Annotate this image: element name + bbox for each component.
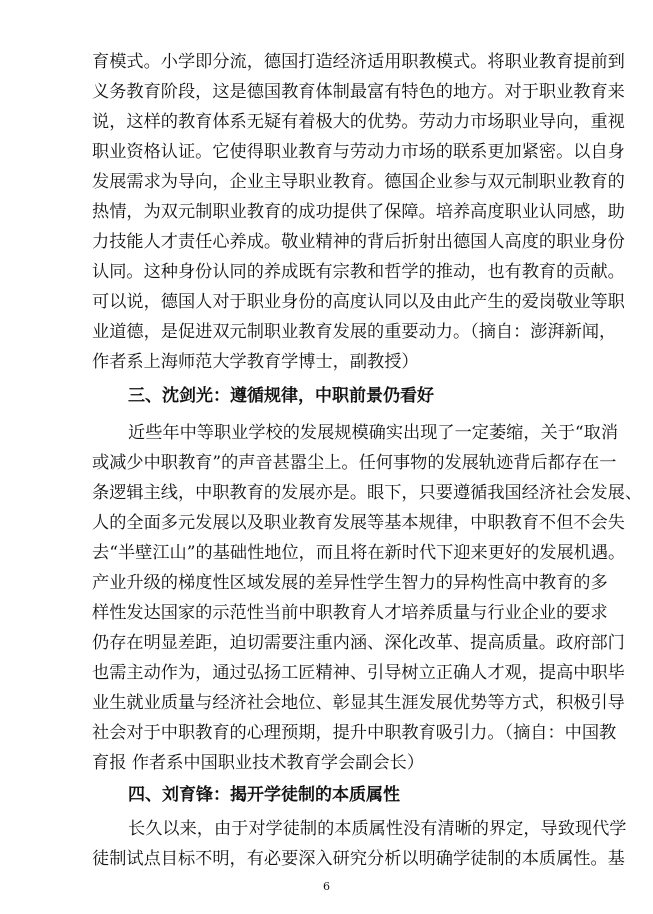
body-text-line: 徒制试点目标不明，有必要深入研究分析以明确学徒制的本质属性。基 <box>92 849 625 869</box>
body-text-line: 育报 作者系中国职业技术教育学会副会长） <box>92 753 425 773</box>
body-text-line: 可以说，德国人对于职业身份的高度认同以及由此产生的爱岗敬业等职 <box>92 292 625 312</box>
body-text-line: 职业资格认证。它使得职业教育与劳动力市场的联系更加紧密。以自身 <box>92 142 625 162</box>
body-text-line: 人的全面多元发展以及职业教育发展等基本规律，中职教育不但不会失 <box>92 513 625 533</box>
body-text-line: 仍存在明显差距，迫切需要注重内涵、深化改革、提高质量。政府部门 <box>92 633 625 653</box>
body-text-line: 样性发达国家的示范性当前中职教育人才培养质量与行业企业的要求 <box>92 603 608 623</box>
body-text-line: 去“半壁江山”的基础性地位，而且将在新时代下迎来更好的发展机遇。 <box>92 543 626 563</box>
body-text-line: 也需主动作为，通过弘扬工匠精神、引导树立正确人才观，提高中职毕 <box>92 663 625 683</box>
body-text-line: 条逻辑主线，中职教育的发展亦是。眼下，只要遵循我国经济社会发展、 <box>92 483 643 503</box>
body-text-line: 认同。这种身份认同的养成既有宗教和哲学的推动，也有教育的贡献。 <box>92 262 625 282</box>
page-number: 6 <box>323 880 330 893</box>
body-text-line: 说，这样的教育体系无疑有着极大的优势。劳动力市场职业导向，重视 <box>92 112 625 132</box>
body-text-line: 社会对于中职教育的心理预期，提升中职教育吸引力。（摘自：中国教 <box>92 723 617 743</box>
body-text-line: 热情，为双元制职业教育的成功提供了保障。培养高度职业认同感，助 <box>92 202 625 222</box>
body-text-line: 业生就业质量与经济社会地位、彰显其生涯发展优势等方式，积极引导 <box>92 693 625 713</box>
body-text-line: 育模式。小学即分流，德国打造经济适用职教模式。将职业教育提前到 <box>92 52 625 72</box>
body-text-line: 长久以来，由于对学徒制的本质属性没有清晰的界定，导致现代学 <box>128 819 627 839</box>
section-heading: 四、刘育锋：揭开学徒制的本质属性 <box>128 785 400 805</box>
body-text-line: 力技能人才责任心养成。敬业精神的背后折射出德国人高度的职业身份 <box>92 232 625 252</box>
body-text-line: 发展需求为导向，企业主导职业教育。德国企业参与双元制职业教育的 <box>92 172 625 192</box>
body-text-line: 作者系上海师范大学教育学博士，副教授） <box>92 352 419 372</box>
body-text-line: 业道德，是促进双元制职业教育发展的重要动力。（摘自：澎湃新闻， <box>92 322 617 342</box>
body-text-line: 义务教育阶段，这是德国教育体制最富有特色的地方。对于职业教育来 <box>92 82 625 102</box>
section-heading: 三、沈剑光：遵循规律，中职前景仍看好 <box>128 386 434 406</box>
body-text-line: 或减少中职教育”的声音甚嚣尘上。任何事物的发展轨迹背后都存在一 <box>92 453 617 473</box>
body-text-line: 产业升级的梯度性区域发展的差异性学生智力的异构性高中教育的多 <box>92 573 608 593</box>
body-text-line: 近些年中等职业学校的发展规模确实出现了一定萎缩，关于“取消 <box>128 423 619 443</box>
